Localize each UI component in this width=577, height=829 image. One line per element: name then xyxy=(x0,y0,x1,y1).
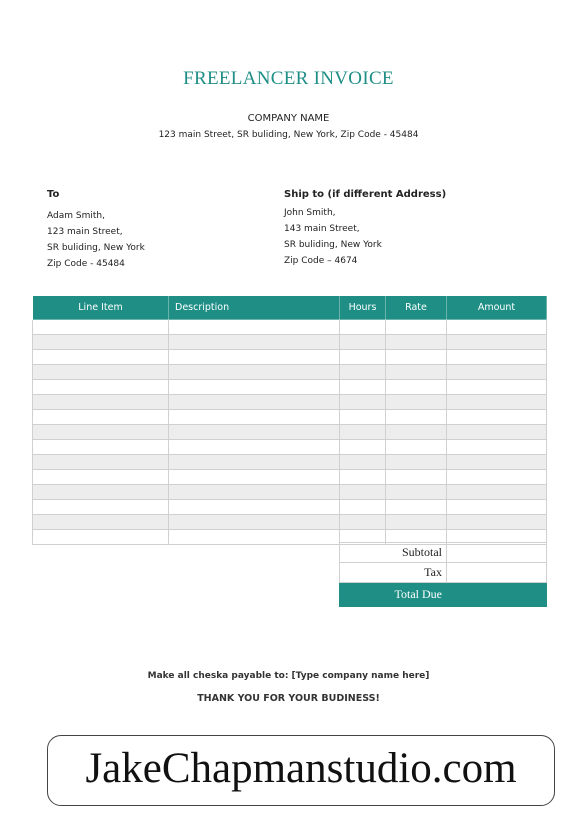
amount-cell[interactable] xyxy=(447,380,547,395)
bill-to-block xyxy=(47,189,145,272)
column-header-hours: Hours xyxy=(340,296,386,320)
line-item-cell[interactable] xyxy=(33,410,169,425)
tax-label: Tax xyxy=(340,563,447,583)
table-row xyxy=(33,455,547,470)
hours-cell[interactable] xyxy=(340,485,386,500)
line-item-cell[interactable] xyxy=(33,320,169,335)
line-item-cell[interactable] xyxy=(33,500,169,515)
table-row xyxy=(33,350,547,365)
watermark-banner: JakeChapmanstudio.com xyxy=(47,735,555,806)
invoice-title: FREELANCER INVOICE xyxy=(183,68,394,89)
amount-cell[interactable] xyxy=(447,500,547,515)
hours-cell[interactable] xyxy=(340,500,386,515)
bill-to-line: SR buliding, New York xyxy=(47,243,145,253)
amount-cell[interactable] xyxy=(447,515,547,530)
bill-to-line: 123 main Street, xyxy=(47,227,123,237)
column-header-amount: Amount xyxy=(447,296,547,320)
description-cell[interactable] xyxy=(169,515,340,530)
line-item-cell[interactable] xyxy=(33,470,169,485)
line-items-table xyxy=(32,295,547,545)
line-item-cell[interactable] xyxy=(33,335,169,350)
hours-cell[interactable] xyxy=(340,515,386,530)
description-cell[interactable] xyxy=(169,425,340,440)
bill-to-line: Adam Smith, xyxy=(47,211,105,221)
company-name: COMPANY NAME xyxy=(247,113,330,124)
table-row xyxy=(33,485,547,500)
ship-to-line: John Smith, xyxy=(284,208,336,218)
rate-cell[interactable] xyxy=(386,365,447,380)
description-cell[interactable] xyxy=(169,485,340,500)
rate-cell[interactable] xyxy=(386,410,447,425)
totals-table xyxy=(339,542,547,607)
ship-to-line: Zip Code – 4674 xyxy=(284,256,358,266)
description-cell[interactable] xyxy=(169,500,340,515)
rate-cell[interactable] xyxy=(386,470,447,485)
bill-to-label: To xyxy=(47,189,60,200)
hours-cell[interactable] xyxy=(340,395,386,410)
line-item-cell[interactable] xyxy=(33,350,169,365)
hours-cell[interactable] xyxy=(340,350,386,365)
hours-cell[interactable] xyxy=(340,410,386,425)
ship-to-line: 143 main Street, xyxy=(284,224,360,234)
column-header-description: Description xyxy=(169,296,340,320)
hours-cell[interactable] xyxy=(340,365,386,380)
description-cell[interactable] xyxy=(169,455,340,470)
line-item-cell[interactable] xyxy=(33,440,169,455)
ship-to-line: SR buliding, New York xyxy=(284,240,382,250)
rate-cell[interactable] xyxy=(386,455,447,470)
total-due-label: Total Due xyxy=(340,583,447,607)
tax-row xyxy=(340,563,547,583)
rate-cell[interactable] xyxy=(386,485,447,500)
hours-cell[interactable] xyxy=(340,335,386,350)
rate-cell[interactable] xyxy=(386,350,447,365)
hours-cell[interactable] xyxy=(340,470,386,485)
amount-cell[interactable] xyxy=(447,410,547,425)
ship-to-label: Ship to (if different Address) xyxy=(284,189,447,200)
line-item-cell[interactable] xyxy=(33,515,169,530)
rate-cell[interactable] xyxy=(386,380,447,395)
amount-cell[interactable] xyxy=(447,425,547,440)
description-cell[interactable] xyxy=(169,470,340,485)
subtotal-row xyxy=(340,543,547,563)
rate-cell[interactable] xyxy=(386,425,447,440)
table-row xyxy=(33,380,547,395)
description-cell[interactable] xyxy=(169,365,340,380)
subtotal-label: Subtotal xyxy=(340,543,447,563)
line-item-cell[interactable] xyxy=(33,365,169,380)
amount-cell[interactable] xyxy=(447,320,547,335)
table-row xyxy=(33,365,547,380)
total-due-row xyxy=(340,583,547,607)
table-row xyxy=(33,500,547,515)
description-cell[interactable] xyxy=(169,410,340,425)
description-cell[interactable] xyxy=(169,395,340,410)
description-cell[interactable] xyxy=(169,335,340,350)
description-cell[interactable] xyxy=(169,530,340,545)
hours-cell[interactable] xyxy=(340,425,386,440)
line-item-cell[interactable] xyxy=(33,530,169,545)
amount-cell[interactable] xyxy=(447,365,547,380)
hours-cell[interactable] xyxy=(340,440,386,455)
total-due-value[interactable] xyxy=(447,583,547,607)
amount-cell[interactable] xyxy=(447,440,547,455)
rate-cell[interactable] xyxy=(386,515,447,530)
amount-cell[interactable] xyxy=(447,350,547,365)
bill-to-line: Zip Code - 45484 xyxy=(47,259,125,269)
table-row xyxy=(33,410,547,425)
table-row xyxy=(33,440,547,455)
description-cell[interactable] xyxy=(169,380,340,395)
amount-cell[interactable] xyxy=(447,470,547,485)
line-item-cell[interactable] xyxy=(33,380,169,395)
hours-cell[interactable] xyxy=(340,380,386,395)
line-item-cell[interactable] xyxy=(33,395,169,410)
hours-cell[interactable] xyxy=(340,455,386,470)
rate-cell[interactable] xyxy=(386,500,447,515)
description-cell[interactable] xyxy=(169,320,340,335)
amount-cell[interactable] xyxy=(447,395,547,410)
tax-value[interactable] xyxy=(447,563,547,583)
table-row xyxy=(33,320,547,335)
rate-cell[interactable] xyxy=(386,320,447,335)
amount-cell[interactable] xyxy=(447,335,547,350)
hours-cell[interactable] xyxy=(340,320,386,335)
rate-cell[interactable] xyxy=(386,395,447,410)
column-header-line-item: Line Item xyxy=(33,296,169,320)
table-row xyxy=(33,470,547,485)
description-cell[interactable] xyxy=(169,440,340,455)
table-row xyxy=(33,335,547,350)
rate-cell[interactable] xyxy=(386,440,447,455)
line-item-cell[interactable] xyxy=(33,455,169,470)
table-row xyxy=(33,515,547,530)
subtotal-value[interactable] xyxy=(447,543,547,563)
line-item-cell[interactable] xyxy=(33,425,169,440)
ship-to-address xyxy=(284,205,446,269)
table-header-row xyxy=(33,296,547,320)
payable-note: Make all cheska payable to: [Type company name here] xyxy=(147,671,430,681)
table-row xyxy=(33,425,547,440)
amount-cell[interactable] xyxy=(447,455,547,470)
thank-you-note: THANK YOU FOR YOUR BUDINESS! xyxy=(197,693,380,704)
line-item-cell[interactable] xyxy=(33,485,169,500)
amount-cell[interactable] xyxy=(447,485,547,500)
table-row xyxy=(33,395,547,410)
description-cell[interactable] xyxy=(169,350,340,365)
bill-to-address xyxy=(47,208,145,272)
column-header-rate: Rate xyxy=(386,296,447,320)
ship-to-block xyxy=(284,189,446,269)
rate-cell[interactable] xyxy=(386,335,447,350)
company-address: 123 main Street, SR buliding, New York, Zip Code - 45484 xyxy=(158,130,419,140)
